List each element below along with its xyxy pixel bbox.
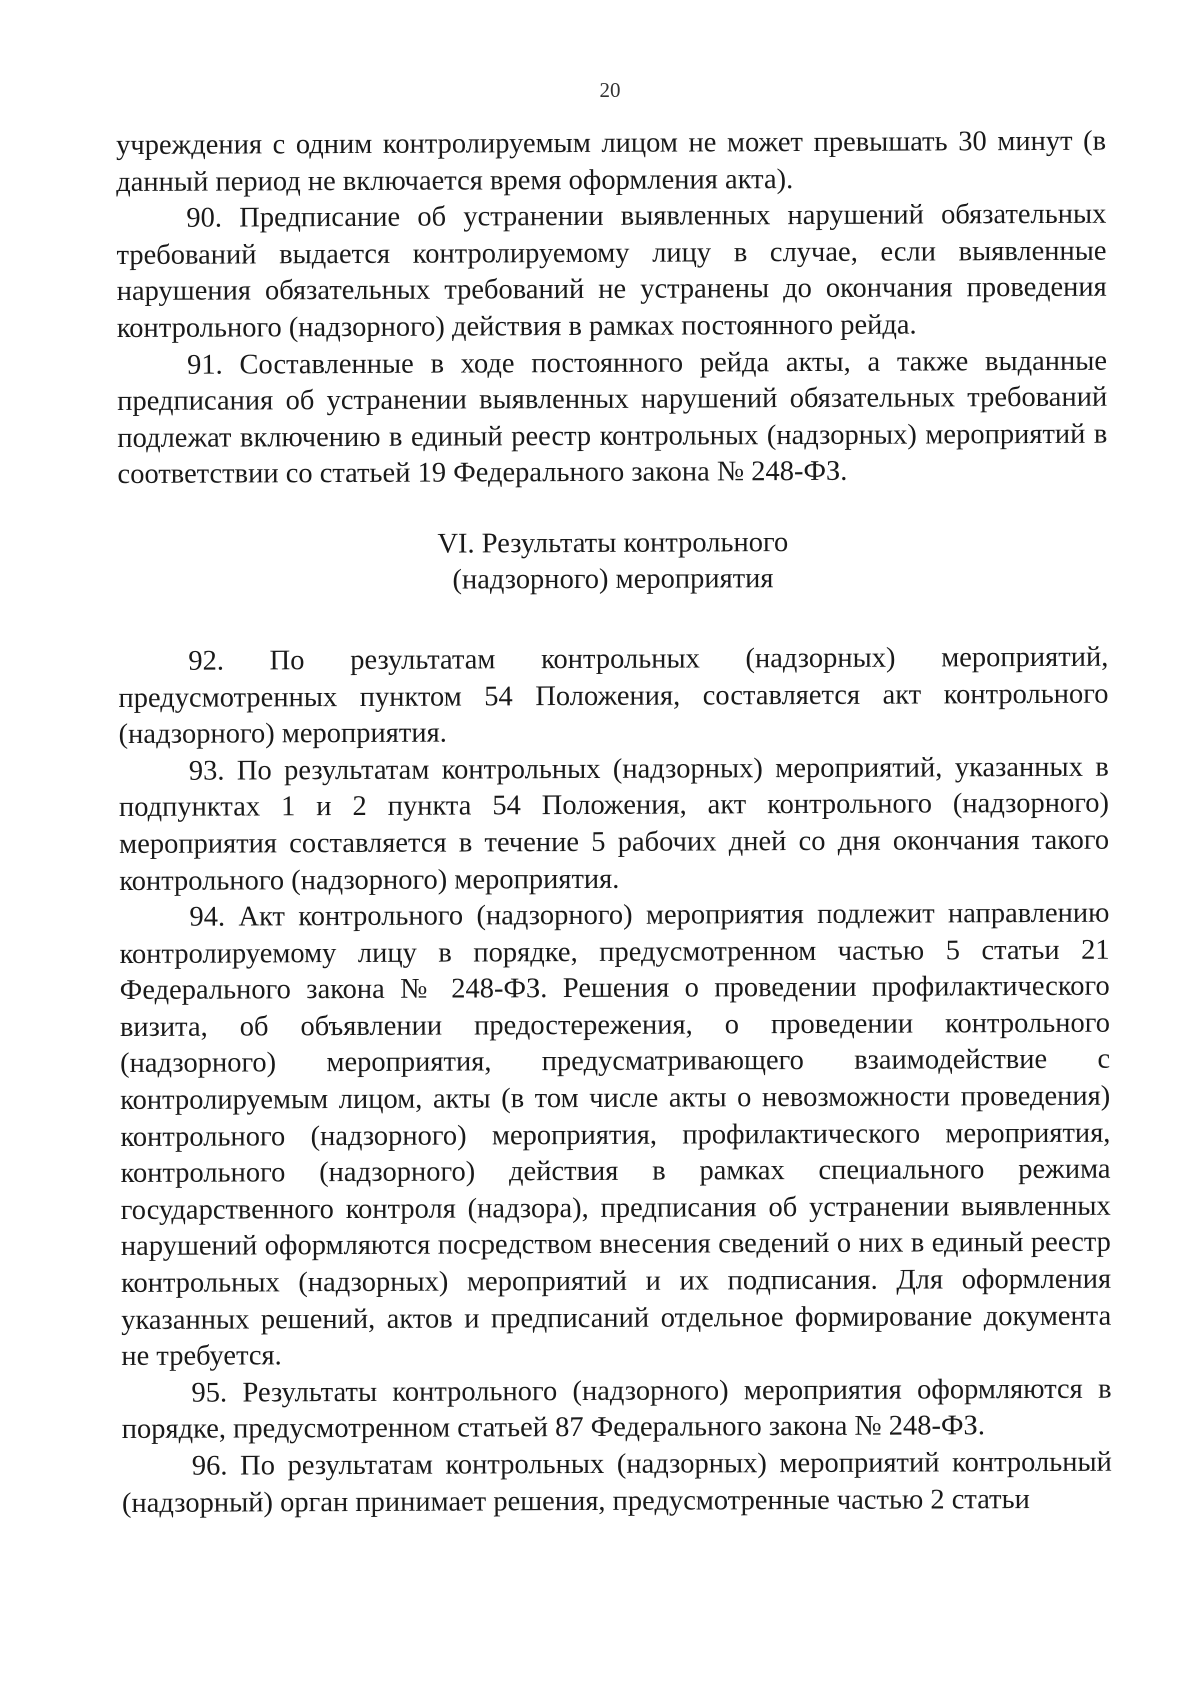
section-heading [118, 524, 1108, 600]
section-heading-line-2: (надзорного) мероприятия [452, 563, 774, 596]
document-body [116, 124, 1112, 1522]
paragraph-continuation: учреждения с одним контролируемым лицом не может превышать 30 минут (в данный период не включается время оформления акта). [116, 125, 1107, 198]
paragraph-91: 91. Составленные в ходе постоянного рейда акты, а также выданные предписания об устранении выявленных нарушений обязательных требований подлежат включению в единый реестр контрольных (надзорных) мероприятий в соответствии со статьей 19 Федерального закона № 248-ФЗ. [117, 345, 1108, 491]
paragraph-92: 92. По результатам контрольных (надзорных) мероприятий, предусмотренных пунктом 54 Положения, составляется акт контрольного (надзорного) мероприятия. [118, 641, 1109, 751]
paragraph-96: 96. По результатам контрольных (надзорных) мероприятий контрольный (надзорный) орган принимает решения, предусмотренные частью 2 статьи [121, 1446, 1112, 1519]
paragraph-94: 94. Акт контрольного (надзорного) мероприятия подлежит направлению контролируемому лицу в порядке, предусмотренном частью 5 статьи 21 Федерального закона № 248-ФЗ. Решения о проведении профилактического визита, об объявлении предостережения, о проведении контрольного (надзорного) мероприятия, предусматривающего взаимодействие с контролируемым лицом, акты (в том числе акты о невозможности проведения) контрольного (надзорного) мероприятия, профилактического мероприятия, контрольного (надзорного) действия в рамках специального режима государственного контроля (надзора), предписания об устранении выявленных нарушений оформляются посредством внесения сведений о них в единый реестр контрольных (надзорных) мероприятий и их подписания. Для оформления указанных решений, актов и предписаний отдельное формирование документа не требуется. [119, 897, 1112, 1373]
paragraph-90: 90. Предписание об устранении выявленных нарушений обязательных требований выдается контролируемому лицу в случае, если выявленные нарушения обязательных требований не устранены до окончания проведения контрольного (надзорного) действия в рамках постоянного рейда. [116, 198, 1107, 344]
paragraph-93: 93. По результатам контрольных (надзорных) мероприятий, указанных в подпунктах 1 и 2 пункта 54 Положения, акт контрольного (надзорного) мероприятия составляется в течение 5 рабочих дней со дня окончания такого контрольного (надзорного) мероприятия. [118, 751, 1110, 897]
paragraph-95: 95. Результаты контрольного (надзорного) мероприятия оформляются в порядке, предусмотренном статьей 87 Федерального закона № 248-ФЗ. [121, 1373, 1112, 1446]
page-number: 20 [599, 78, 621, 102]
section-heading-line-1: VI. Результаты контрольного [437, 527, 789, 560]
